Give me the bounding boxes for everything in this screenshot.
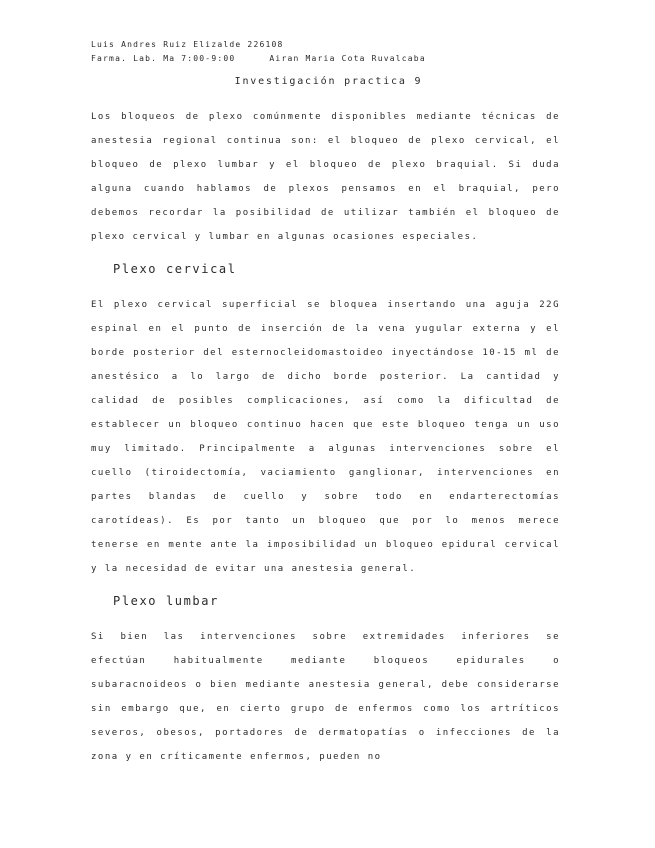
heading-plexo-lumbar: Plexo lumbar — [113, 594, 219, 608]
lumbar-paragraph: Si bien las intervenciones sobre extremidades inferiores se efectúan habitualmente mediante bloqueos epidurales o subaracnoideos o bien mediante anestesia general, debe considerarse sin embargo que, en cierto grupo de enfermos como los artríticos severos, obesos, portadores de dermatopatías o infecciones de la zona y en críticamente enfermos, pueden no — [91, 632, 560, 762]
cervical-paragraph: El plexo cervical superficial se bloquea insertando una aguja 22G espinal en el punto de inserción de la vena yugular externa y el borde posterior del esternocleidomastoideo inyectándose 10-15 ml de anestésico a lo largo de dicho borde posterior. La cantidad y calidad de posibles complicaciones, así como la dificultad de establecer un bloqueo continuo hacen que este bloqueo tenga un uso muy limitado. Principalmente a algunas intervenciones sobre el cuello (tiroidectomía, vaciamiento ganglionar, intervenciones en partes blandas de cuello y sobre todo en endarterectomías carotídeas). Es por tanto un bloqueo que por lo menos merece tenerse en mente ante la imposibilidad un bloqueo epidural cervical y la necesidad de evitar una anestesia general. — [91, 300, 560, 574]
intro-paragraph: Los bloqueos de plexo comúnmente disponibles mediante técnicas de anestesia regional continua son: el bloqueo de plexo cervical, el bloqueo de plexo lumbar y el bloqueo de plexo braquial. Si duda alguna cuando hablamos de plexos pensamos en el braquial, pero debemos recordar la posibilidad de utilizar también el bloqueo de plexo cervical y lumbar en algunas ocasiones especiales. — [91, 112, 560, 242]
course-line — [91, 52, 560, 66]
course-info: Farma. Lab. Ma 7:00-9:00 — [91, 54, 236, 63]
document-title: Investigación practica 9 — [234, 76, 423, 87]
heading-plexo-cervical: Plexo cervical — [113, 262, 237, 276]
co-author: Airan Maria Cota Ruvalcaba — [269, 54, 426, 63]
author-line: Luis Andres Ruiz Elizalde 226108 — [91, 40, 284, 49]
